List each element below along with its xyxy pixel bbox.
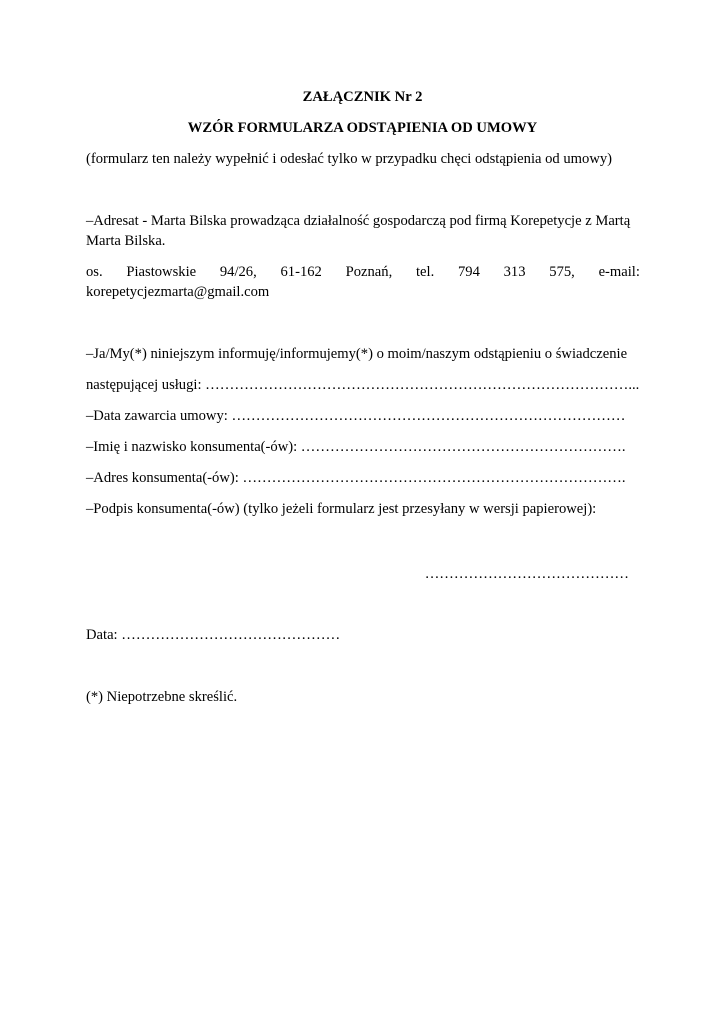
address-word: 794 xyxy=(457,264,480,280)
address-word: Piastowskie xyxy=(126,264,197,280)
addressee-line-1: –Adresat - Marta Bilska prowadząca działalność gospodarczą pod firmą Korepetycje z Martą xyxy=(86,213,631,229)
address-word: 61-162 xyxy=(280,264,322,280)
document-heading: ZAŁĄCZNIK Nr 2 xyxy=(302,89,423,105)
consumer-name-field: –Imię i nazwisko konsumenta(-ów): …………………………………………………………. xyxy=(86,439,626,455)
document-subtitle: (formularz ten należy wypełnić i odesłać tylko w przypadku chęci odstąpienia od umowy) xyxy=(86,151,613,167)
address-word: Poznań, xyxy=(345,264,393,280)
address-word: tel. xyxy=(415,264,435,280)
signature-field: …………………………………… xyxy=(424,566,629,582)
document-title: WZÓR FORMULARZA ODSTĄPIENIA OD UMOWY xyxy=(187,120,538,136)
service-field: następującej usługi: ……………………………………………………………………………... xyxy=(86,377,640,393)
address-word: os. xyxy=(86,264,103,280)
statement-line: –Ja/My(*) niniejszym informuję/informujemy(*) o moim/naszym odstąpieniu o świadczenie xyxy=(86,346,628,362)
email-address: korepetycjezmarta@gmail.com xyxy=(86,284,270,300)
address-word: 575, xyxy=(549,264,575,280)
signature-instruction: –Podpis konsumenta(-ów) (tylko jeżeli formularz jest przesyłany w wersji papierowej): xyxy=(86,501,597,517)
consumer-address-field: –Adres konsumenta(-ów): ……………………………………………………………………. xyxy=(86,470,626,486)
address-line xyxy=(86,262,640,282)
footnote: (*) Niepotrzebne skreślić. xyxy=(86,689,238,705)
addressee-line-2: Marta Bilska. xyxy=(86,233,166,249)
address-word: 94/26, xyxy=(219,264,257,280)
address-word: 313 xyxy=(503,264,526,280)
address-word: e-mail: xyxy=(598,264,640,280)
contract-date-field: –Data zawarcia umowy: ……………………………………………………………………… xyxy=(86,408,626,424)
date-field: Data: ……………………………………… xyxy=(86,627,341,643)
